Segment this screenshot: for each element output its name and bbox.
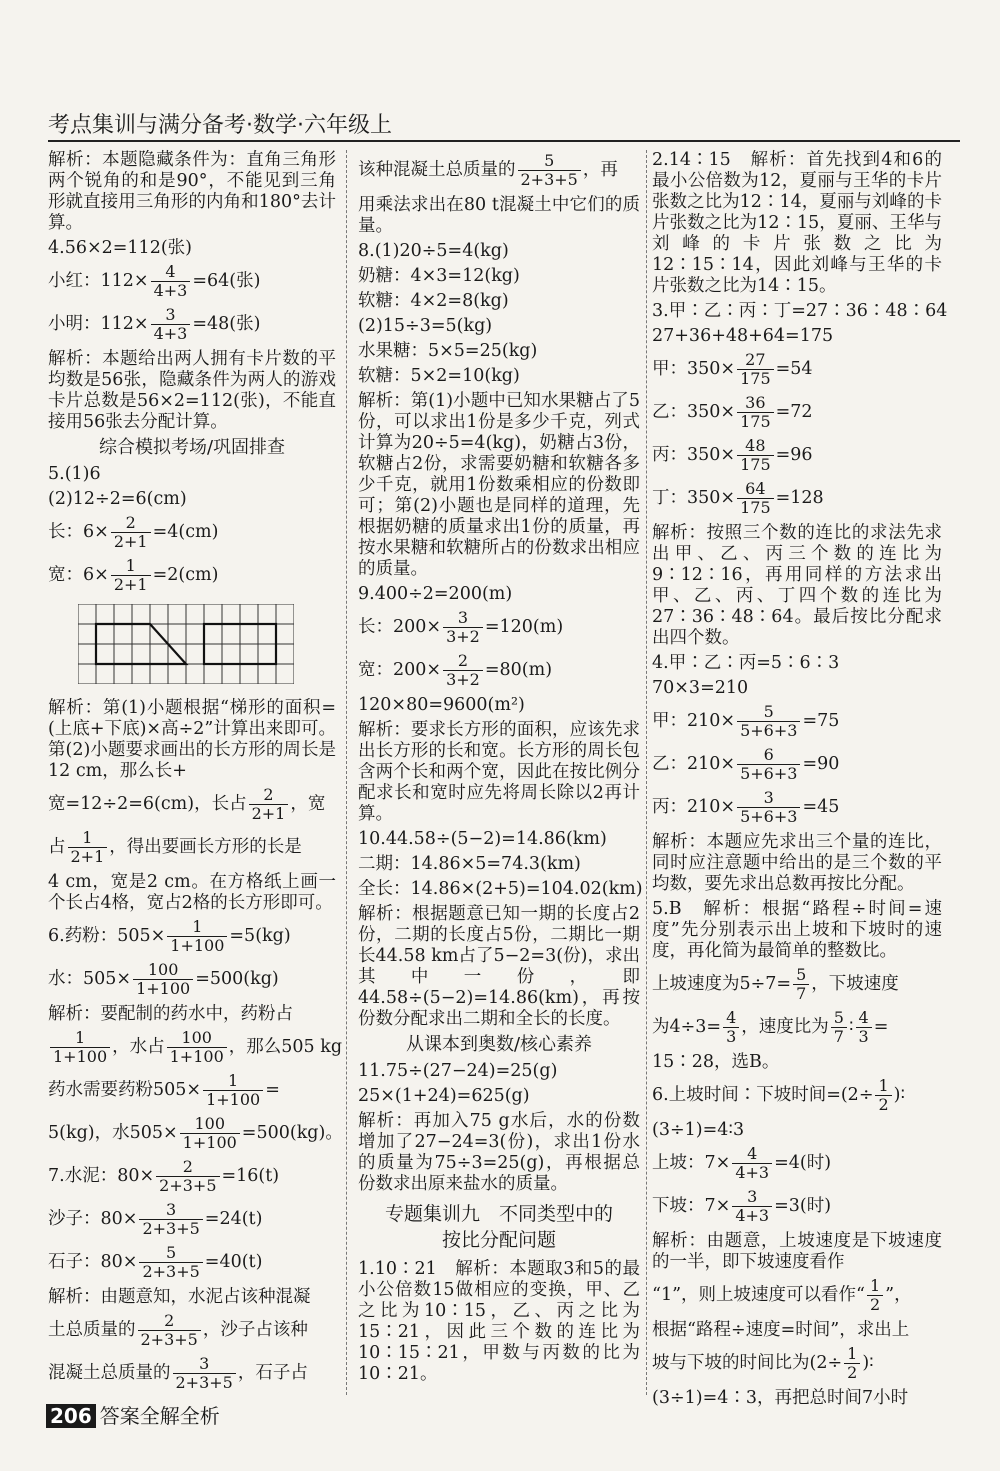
answer-line: 1.10∶21 解析：本题取3和5的最小公倍数15做相应的变换，甲、乙之比为10∶15，乙、丙之比为15∶21，因此三个数的连比为10∶15∶21，甲数与丙数的比为10∶21。 (358, 1259, 640, 1384)
analysis-text: 药水需要药粉505× $\frac{1}{1+100}$ = (48, 1071, 280, 1109)
header-title: 考点集训与满分备考·数学·六年级上 (48, 113, 392, 138)
answer-line: 下坡：7× $\frac{3}{4+3}$ =3(时) (652, 1187, 832, 1225)
column-divider (346, 150, 347, 1395)
answer-line: 长：6× $\frac{2}{2+1}$ =4(cm) (48, 513, 219, 551)
answer-line: 丁：350× $\frac{64}{175}$ =128 (652, 479, 824, 517)
answer-line: 全长：14.86×(2+5)=104.02(km) (358, 879, 643, 899)
answer-line: 水：505× $\frac{100}{1+100}$ =500(kg) (48, 960, 279, 998)
analysis-text: 土总质量的 $\frac{2}{2+3+5}$ ，沙子占该种 (48, 1311, 308, 1349)
answer-line: 11.75÷(27−24)=25(g) (358, 1061, 558, 1081)
answer-line: 乙：350× $\frac{36}{175}$ =72 (652, 393, 813, 431)
answer-line: 4.甲∶乙∶丙=5∶6∶3 (652, 653, 840, 673)
footer-label: 答案全解全析 (99, 1404, 220, 1428)
answer-line: 沙子：80× $\frac{3}{2+3+5}$ =24(t) (48, 1200, 263, 1238)
analysis-text: 解析：本题给出两人拥有卡片数的平均数是56张，隐藏条件为两人的游戏卡片总数是56×2=112(张)，不能直接用56张去分配计算。 (48, 349, 336, 432)
answer-line: 丙：210× $\frac{3}{5+6+3}$ =45 (652, 788, 840, 826)
answer-line: 8.(1)20÷5=4(kg) (358, 241, 509, 261)
answer-line: 甲：210× $\frac{5}{5+6+3}$ =75 (652, 702, 840, 740)
answer-line: 7.水泥：80× $\frac{2}{2+3+5}$ =16(t) (48, 1157, 280, 1195)
answer-line: 软糖：5×2=10(kg) (358, 366, 520, 386)
answer-line: 2.14∶15 解析：首先找到4和6的最小公倍数为12，夏丽与王华的卡片张数之比为12∶14，夏丽与刘峰的卡片张数之比为12∶15，夏丽、王华与刘峰的卡片张数之比为12∶15∶14，因此刘峰与王华的卡片张数之比为14∶15。 (652, 150, 942, 296)
answer-line: 4.56×2=112(张) (48, 238, 192, 258)
answer-line: 宽：6× $\frac{1}{2+1}$ =2(cm) (48, 556, 219, 594)
column-right (652, 150, 948, 1413)
column-divider (646, 150, 647, 1395)
answer-line: 120×80=9600(m²) (358, 695, 525, 715)
grid-drawing (78, 604, 294, 684)
analysis-text: 为4÷3= $\frac{4}{3}$ ，速度比为 $\frac{5}{7}$ ∶ $\frac{4}{3}$ = (652, 1008, 889, 1046)
analysis-text: 混凝土总质量的 $\frac{3}{2+3+5}$ ，石子占 (48, 1354, 308, 1392)
analysis-text: 解析：本题隐藏条件为：直角三角形两个锐角的和是90°，不能见到三角形就直接用三角形的内角和180°去计算。 (48, 150, 336, 233)
analysis-text: 4 cm，宽是2 cm。在方格纸上画一个长占4格，宽占2格的长方形即可。 (48, 872, 336, 913)
analysis-text: 解析：由题意知，水泥占该种混凝 (48, 1287, 311, 1307)
analysis-text: 该种混凝土总质量的 $\frac{5}{2+3+5}$ ，再 (358, 151, 618, 189)
answer-line: (2)15÷3=5(kg) (358, 316, 493, 336)
answer-line: 小明：112× $\frac{3}{4+3}$ =48(张) (48, 305, 261, 343)
answer-line: 长：200× $\frac{3}{3+2}$ =120(m) (358, 608, 564, 646)
analysis-text: 解析：要求长方形的面积，应该先求出长方形的长和宽。长方形的周长包含两个长和两个宽，因此在按比例分配求长和宽时应先将周长除以2再计算。 (358, 720, 640, 824)
column-middle (358, 150, 643, 1389)
answer-line: 乙：210× $\frac{6}{5+6+3}$ =90 (652, 745, 840, 783)
page-footer (46, 1400, 220, 1426)
header-rule (48, 140, 960, 142)
analysis-text: 占 $\frac{1}{2+1}$ ，得出要画长方形的长是 (48, 828, 302, 866)
answer-line: (3÷1)=4∶3 (652, 1120, 745, 1140)
answer-line: 上坡：7× $\frac{4}{4+3}$ =4(时) (652, 1144, 832, 1182)
section-heading: 综合模拟考场/巩固排查 (98, 437, 286, 458)
answer-line: 6.上坡时间∶下坡时间=(2÷ $\frac{1}{2}$ )∶ (652, 1076, 906, 1114)
analysis-text: 解析：本题应先求出三个量的连比，同时应注意题中给出的是三个数的平均数，要先求出总数再按比分配。 (652, 832, 942, 894)
answer-line: 石子：80× $\frac{5}{2+3+5}$ =40(t) (48, 1243, 263, 1281)
analysis-text: 解析：再加入75 g水后，水的份数增加了27−24=3(份)，求出1份水的质量为75÷3=25(g)，再根据总份数求出原来盐水的质量。 (358, 1111, 640, 1194)
analysis-text: (3÷1)=4∶3，再把总时间7小时 (652, 1388, 909, 1408)
analysis-text: 解析：按照三个数的连比的求法先求出甲、乙、丙三个数的连比为9∶12∶16，再用同样的方法求出甲、乙、丙、丁四个数的连比为27∶36∶48∶64。最后按比分配求出四个数。 (652, 523, 942, 648)
analysis-text: 解析：第(1)小题中已知水果糖占了5份，可以求出1份是多少千克，列式计算为20÷5=4(kg)，奶糖占3份，软糖占2份，求需要奶糖和软糖各多少千克，就用1份数乘相应的份数即可；第(2)小题也是同样的道理，先根据奶糖的质量求出1份的质量，再按水果糖和软糖所占的份数求出相应的质量。 (358, 391, 640, 579)
answer-line: 3.甲∶乙∶丙∶丁=27∶36∶48∶64 (652, 301, 948, 321)
answer-line: 5.(1)6 (48, 464, 101, 484)
analysis-text: 上坡速度为5÷7= $\frac{5}{7}$ ，下坡速度 (652, 965, 899, 1003)
answer-line: 25×(1+24)=625(g) (358, 1086, 530, 1106)
page-number: 206 (46, 1404, 96, 1428)
analysis-text: 15∶28，选B。 (652, 1052, 780, 1072)
answer-line: 70×3=210 (652, 678, 749, 698)
answer-line: 宽：200× $\frac{2}{3+2}$ =80(m) (358, 651, 553, 689)
answer-line: 软糖：4×2=8(kg) (358, 291, 509, 311)
answer-line: 5.B 解析：根据“路程÷时间=速度”先分别表示出上坡和下坡时的速度，再化简为最简单的整数比。 (652, 899, 942, 961)
topic-heading: 专题集训九 不同类型中的 按比分配问题 (384, 1203, 613, 1251)
answer-line: 6.药粉：505× $\frac{1}{1+100}$ =5(kg) (48, 917, 291, 955)
answer-line: 27+36+48+64=175 (652, 326, 834, 346)
answer-line: (2)12÷2=6(cm) (48, 489, 187, 509)
analysis-text: 解析：根据题意已知一期的长度占2份，二期的长度占5份，二期比一期长44.58 km占了5−2=3(份)，求出其中一份，即44.58÷(5−2)=14.86(km)，再按份数分配求出二期和全长的长度。 (358, 904, 640, 1029)
analysis-text: 坡与下坡的时间比为(2÷ $\frac{1}{2}$ )∶ (652, 1344, 874, 1382)
answer-line: 甲：350× $\frac{27}{175}$ =54 (652, 350, 813, 388)
answer-line: 9.400÷2=200(m) (358, 584, 513, 604)
analysis-text: 解析：第(1)小题根据“梯形的面积=(上底+下底)×高÷2”计算出来即可。第(2)小题要求画出的长方形的周长是12 cm，那么长+ (48, 698, 336, 781)
answer-line: 丙：350× $\frac{48}{175}$ =96 (652, 436, 813, 474)
analysis-text: “1”，则上坡速度可以看作“ $\frac{1}{2}$ ”， (652, 1276, 912, 1314)
analysis-text: 解析：要配制的药水中，药粉占 (48, 1004, 293, 1024)
analysis-text: 根据“路程÷速度=时间”，求出上 (652, 1320, 910, 1340)
analysis-text: $\frac{1}{1+100}$ ，水占 $\frac{100}{1+100}$ ，那么505 kg (48, 1029, 336, 1066)
analysis-text: 宽=12÷2=6(cm)，长占 $\frac{2}{2+1}$ ，宽 (48, 785, 326, 823)
section-heading: 从课本到奥数/核心素养 (405, 1034, 593, 1055)
answer-line: 水果糖：5×5=25(kg) (358, 341, 538, 361)
column-left (48, 150, 343, 1398)
analysis-text: 用乘法求出在80 t混凝土中它们的质量。 (358, 195, 640, 236)
analysis-text: 5(kg)，水505× $\frac{100}{1+100}$ =500(kg)。 (48, 1114, 343, 1152)
answer-line: 小红：112× $\frac{4}{4+3}$ =64(张) (48, 262, 261, 300)
answer-line: 奶糖：4×3=12(kg) (358, 266, 520, 286)
analysis-text: 解析：由题意，上坡速度是下坡速度的一半，即下坡速度看作 (652, 1231, 942, 1272)
answer-line: 10.44.58÷(5−2)=14.86(km) (358, 829, 607, 849)
answer-line: 二期：14.86×5=74.3(km) (358, 854, 581, 874)
